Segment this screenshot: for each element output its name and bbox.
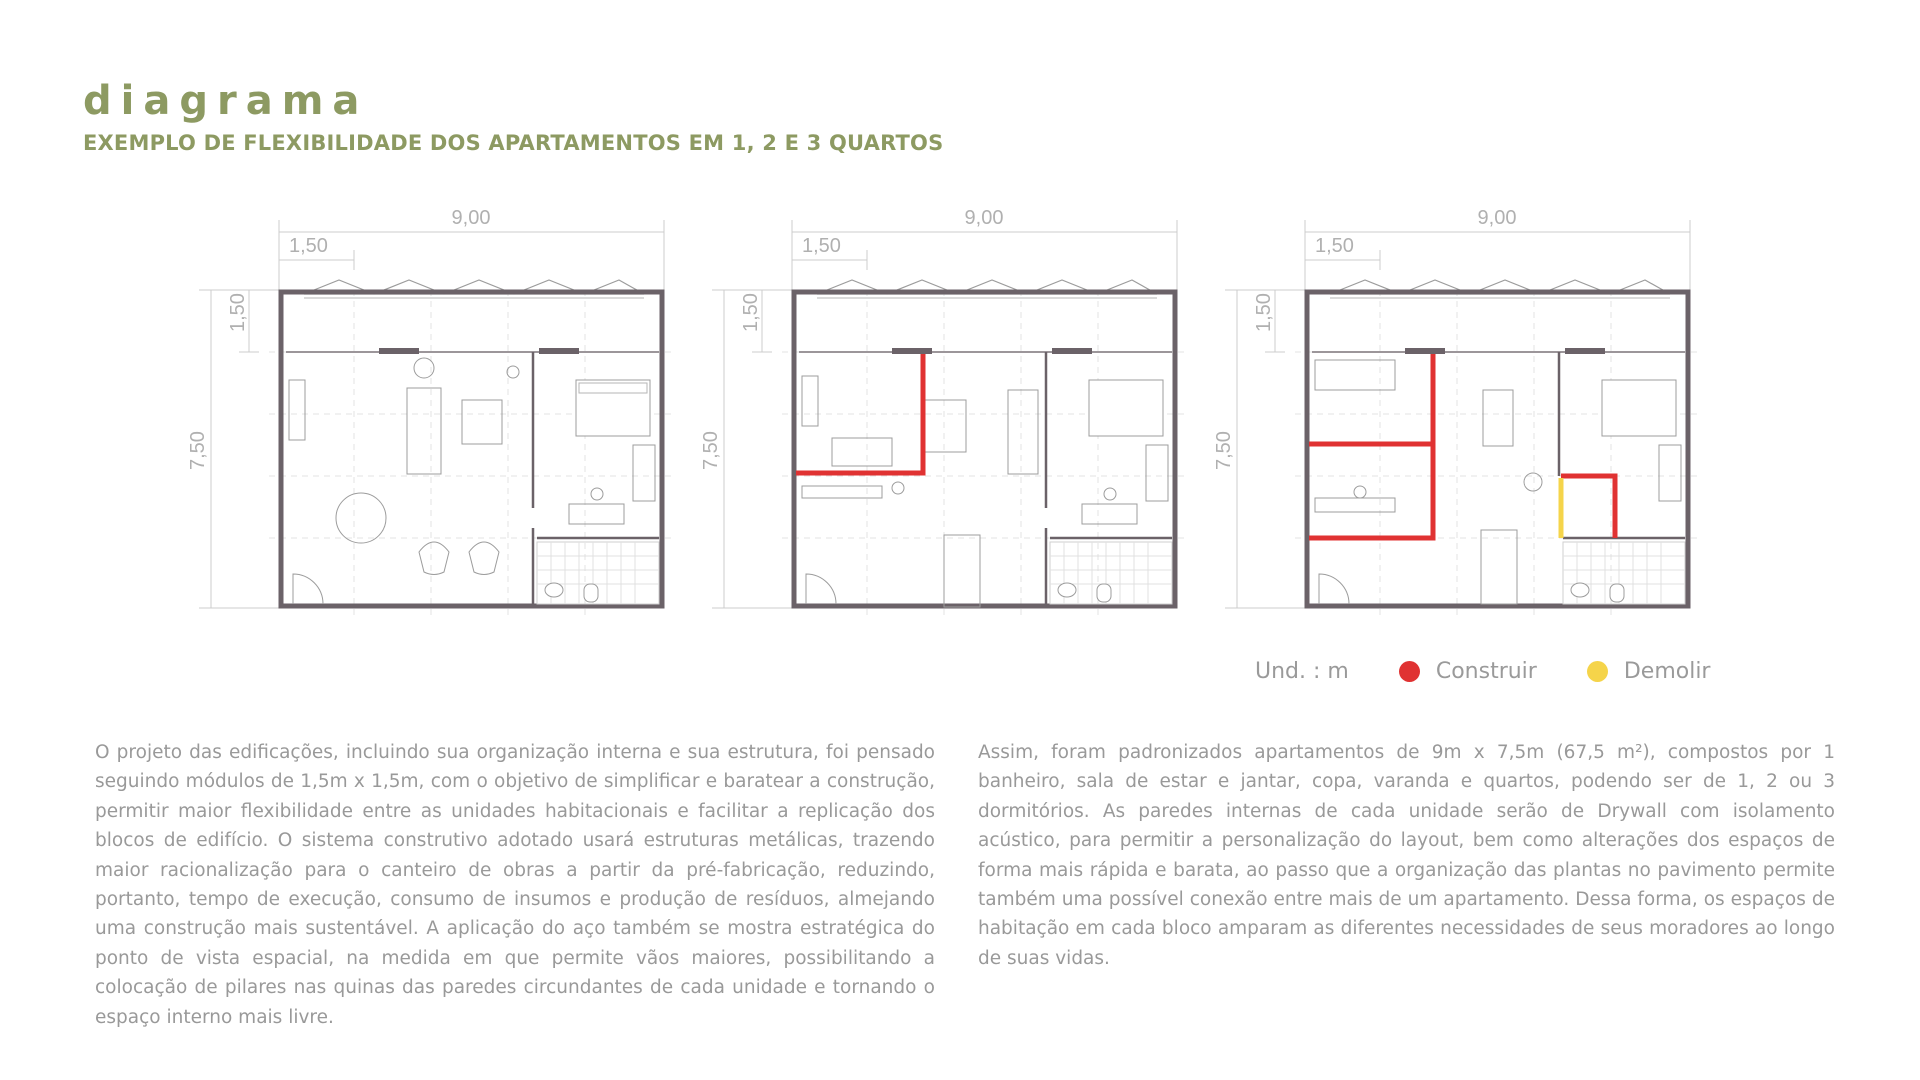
- construct-wall-2: [1309, 440, 1433, 538]
- plan-3-bedrooms: [1213, 207, 1700, 615]
- legend-unit: Und. : m: [1255, 658, 1349, 684]
- plan-3-module-h-dim: 1,50: [1315, 235, 1354, 257]
- plan-1-depth-dim: 7,50: [187, 431, 209, 470]
- plan-2-width-dim: 9,00: [964, 207, 1004, 229]
- plan-3-depth-dim: 7,50: [1213, 431, 1235, 470]
- construir-dot-icon: [1399, 661, 1420, 682]
- plan-3-module-v-dim: 1,50: [1253, 293, 1275, 332]
- body-paragraph-right: Assim, foram padronizados apartamentos de 9m x 7,5m (67,5 m²), compostos por 1 banheiro, sala de estar e jantar, copa, varanda e quartos, podendo ser de 1, 2 ou 3 dormitórios. As paredes internas de cada unidade serão de Drywall com isolamento acústico, para permitir a personalização do layout, bem como alterações dos espaços de forma mais rápida e barata, ao passo que a organização das plantas no pavimento permite também uma possível conexão entre mais de um apartamento. Dessa forma, os espaços de habitação em cada bloco amparam as diferentes necessidades de seus moradores ao longo de suas vidas.: [978, 742, 1835, 969]
- legend-demolir: [1587, 659, 1711, 684]
- demolir-dot-icon: [1587, 661, 1608, 682]
- plan-2-depth-dim: 7,50: [700, 431, 722, 470]
- construct-wall-1: [1309, 354, 1433, 444]
- legend-construir-label: Construir: [1435, 658, 1537, 684]
- plan-3-width-dim: 9,00: [1477, 207, 1517, 229]
- construct-wall-3: [1561, 476, 1615, 538]
- page-title: diagrama: [83, 78, 369, 124]
- body-paragraph-left: O projeto das edificações, incluindo sua organização interna e sua estrutura, foi pensado seguindo módulos de 1,5m x 1,5m, com o objetivo de simplificar e baratear a construção, permitir maior flexibilidade entre as unidades habitacionais e facilitar a replicação dos blocos de edifício. O sistema construtivo adotado usará estruturas metálicas, trazendo maior racionalização para o canteiro de obras a partir da pré-fabricação, reduzindo, portanto, tempo de execução, consumo de insumos e produção de resíduos, almejando uma construção mais sustentável. A aplicação do aço também se mostra estratégica do ponto de vista espacial, na medida em que permite vãos maiores, possibilitando a colocação de pilares nas quinas das paredes circundantes de cada unidade e tornando o espaço interno mais livre.: [95, 742, 935, 1028]
- plan-2-bedrooms: [700, 207, 1187, 615]
- legend: [1255, 656, 1760, 686]
- plan-2-module-v-dim: 1,50: [740, 293, 762, 332]
- legend-demolir-label: Demolir: [1623, 658, 1711, 684]
- plan-1-module-v-dim: 1,50: [227, 293, 249, 332]
- plan-1-module-h-dim: 1,50: [289, 235, 328, 257]
- page-subtitle: EXEMPLO DE FLEXIBILIDADE DOS APARTAMENTOS EM 1, 2 E 3 QUARTOS: [83, 131, 944, 155]
- legend-construir: [1399, 659, 1537, 684]
- plan-1-width-dim: 9,00: [451, 207, 491, 229]
- plan-1-bedroom: [187, 207, 674, 615]
- plan-2-module-h-dim: 1,50: [802, 235, 841, 257]
